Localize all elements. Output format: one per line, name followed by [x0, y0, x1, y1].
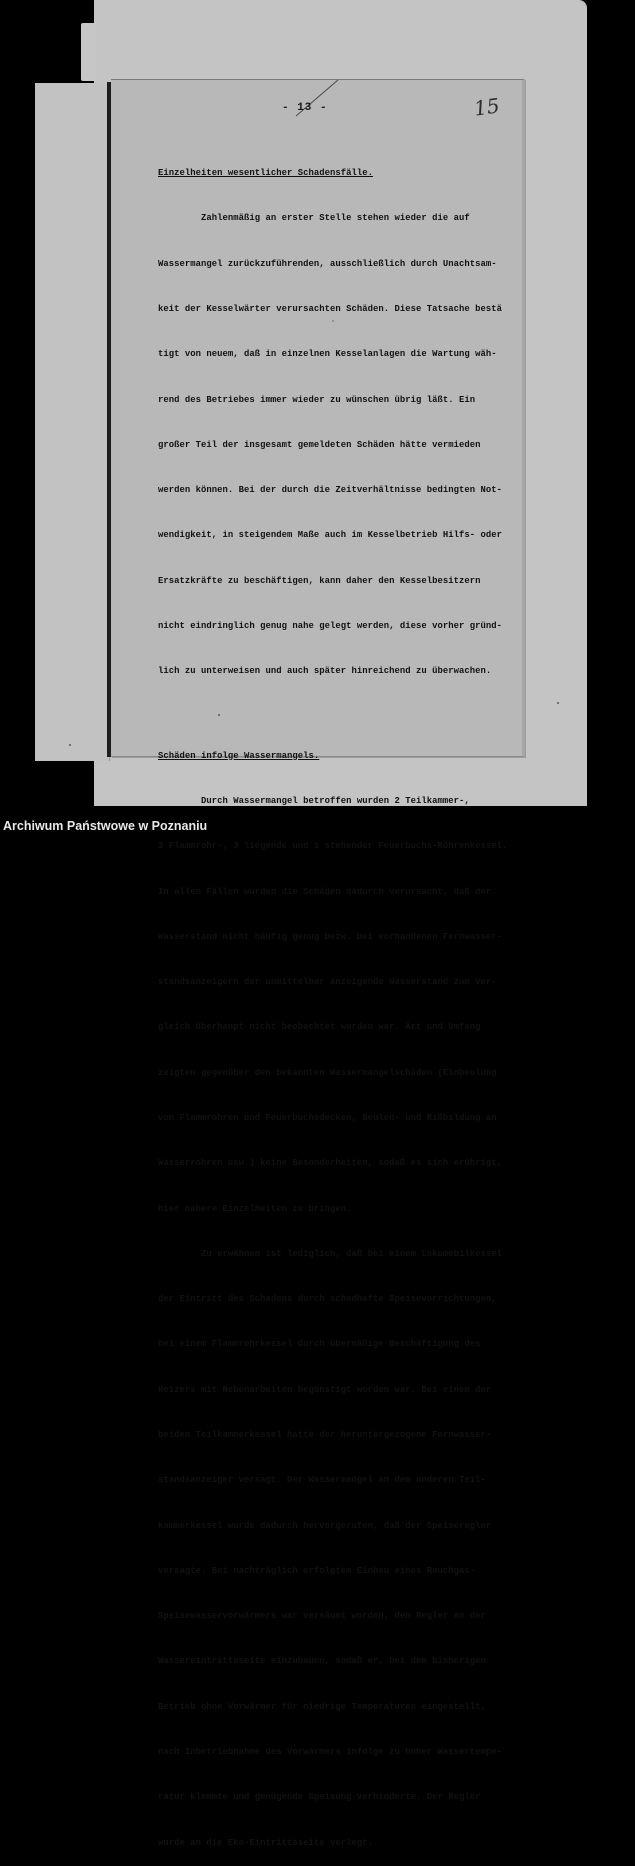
text-line: Wassereintrittsseite einzubauen, sodaß er, bei dem bisherigen — [158, 1656, 486, 1667]
text-line: ratur klemmte und genügende Speisung verhinderte. Der Regler — [158, 1792, 481, 1803]
back-sheet-tab — [81, 23, 96, 81]
text-line: lich zu unterweisen und auch später hinreichend zu überwachen. — [158, 666, 492, 677]
text-line: beiden Teilkammerkessel hatte der heruntergezogene Fernwasser- — [158, 1429, 492, 1440]
text-line: werden können. Bei der durch die Zeitverhältnisse bedingten Not- — [158, 485, 503, 496]
section-heading: Schäden infolge Wassermangels. — [158, 750, 320, 761]
text-line: tigt von neuem, daß in einzelnen Kesselanlagen die Wartung wäh- — [158, 349, 497, 360]
left-folded-strip — [35, 83, 110, 761]
text-line: Durch Wassermangel betroffen wurden 2 Teilkammer-, — [201, 796, 470, 807]
section-heading: Einzelheiten wesentlicher Schadensfälle. — [158, 168, 374, 179]
text-line: nicht eindringlich genug nahe gelegt werden, diese vorher gründ- — [158, 621, 503, 631]
page-number: - 13 - — [282, 102, 328, 114]
text-line: kammerkessel wurde dadurch hervorgerufen, daß der Speiseregler — [158, 1520, 492, 1531]
section-gap — [158, 710, 520, 719]
document-body — [158, 136, 520, 1866]
text-line: Wassermangel zurückzuführenden, ausschließlich durch Unachtsam- — [158, 258, 497, 269]
text-line: hier nähere Einzelheiten zu bringen. — [158, 1203, 352, 1214]
archive-watermark: Archiwum Państwowe w Poznaniu — [3, 819, 208, 833]
text-line: Wasserstand nicht häufig genug bezw. bei vorhandenen Fernwasser- — [158, 931, 503, 942]
handwritten-folio-number: 15 — [472, 93, 501, 121]
text-line: In allen Fällen wurden die Schäden dadurch verursacht, daß der — [158, 886, 492, 897]
text-line: von Flammrohren und Feuerbuchsdecken, Beulen- und Rißbildung an — [158, 1113, 497, 1123]
text-line: Zu erwähnen ist lediglich, daß bei einem Lokomobilkessel — [201, 1248, 503, 1259]
text-line: wurde an die Eko-Eintrittsseite verlegt. — [158, 1837, 374, 1848]
text-line: wendigkeit, in steigendem Maße auch im Kesselbetrieb Hilfs- oder — [158, 530, 503, 541]
text-line: Zahlenmäßig an erster Stelle stehen wieder die auf — [201, 213, 470, 224]
text-line: nach Inbetriebnahme des Vorwärmers infolge zu hoher Wassertempe- — [158, 1746, 503, 1757]
text-line: Betrieb ohne Vorwärmer für niedrige Temperaturen eingestellt, — [158, 1701, 486, 1712]
text-line: zeigten gegenüber den bekannten Wassermangelschäden (Einbeulung — [158, 1067, 497, 1078]
text-line: Heizers mit Nebenarbeiten begünstigt worden war. Bei einem der — [158, 1384, 492, 1395]
text-line: standsanzeigern der unmittelbar anzeigende Wasserstand zum Ver- — [158, 977, 497, 988]
text-line: rend des Betriebes immer wieder zu wünschen übrig läßt. Ein — [158, 394, 476, 405]
scan-speck — [69, 744, 71, 746]
text-line: gleich überhaupt nicht beobachtet worden war. Art und Umfang — [158, 1022, 481, 1033]
text-line: standsanzeiger versagt. Der Wassermangel an dem anderen Teil- — [158, 1475, 486, 1486]
text-line: Wasserrohren usw.) keine Besonderheiten, sodaß es sich erübrigt, — [158, 1158, 503, 1169]
text-line: der Eintritt des Schadens durch schadhafte Speisevorrichtungen, — [158, 1294, 497, 1305]
text-line: keit der Kesselwärter verursachten Schäden. Diese Tatsache bestä — [158, 304, 503, 315]
text-line: Speisewasservorwärmers war versäumt worden, den Regler an der — [158, 1611, 486, 1622]
text-line: bei einem Flammrohrkessel durch übermäßige Beschäftigung des — [158, 1339, 481, 1350]
text-line: 3 Flammrohr-, 3 liegende und 1 stehender Feuerbuchs-Röhrenkessel. — [158, 841, 508, 852]
scan-speck — [557, 702, 559, 704]
text-line: versagte. Bei nachträglich erfolgtem Einbau eines Rauchgas- — [158, 1565, 476, 1576]
text-line: Ersatzkräfte zu beschäftigen, kann daher den Kesselbesitzern — [158, 575, 481, 586]
text-line: großer Teil der insgesamt gemeldeten Schäden hätte vermieden — [158, 439, 481, 450]
